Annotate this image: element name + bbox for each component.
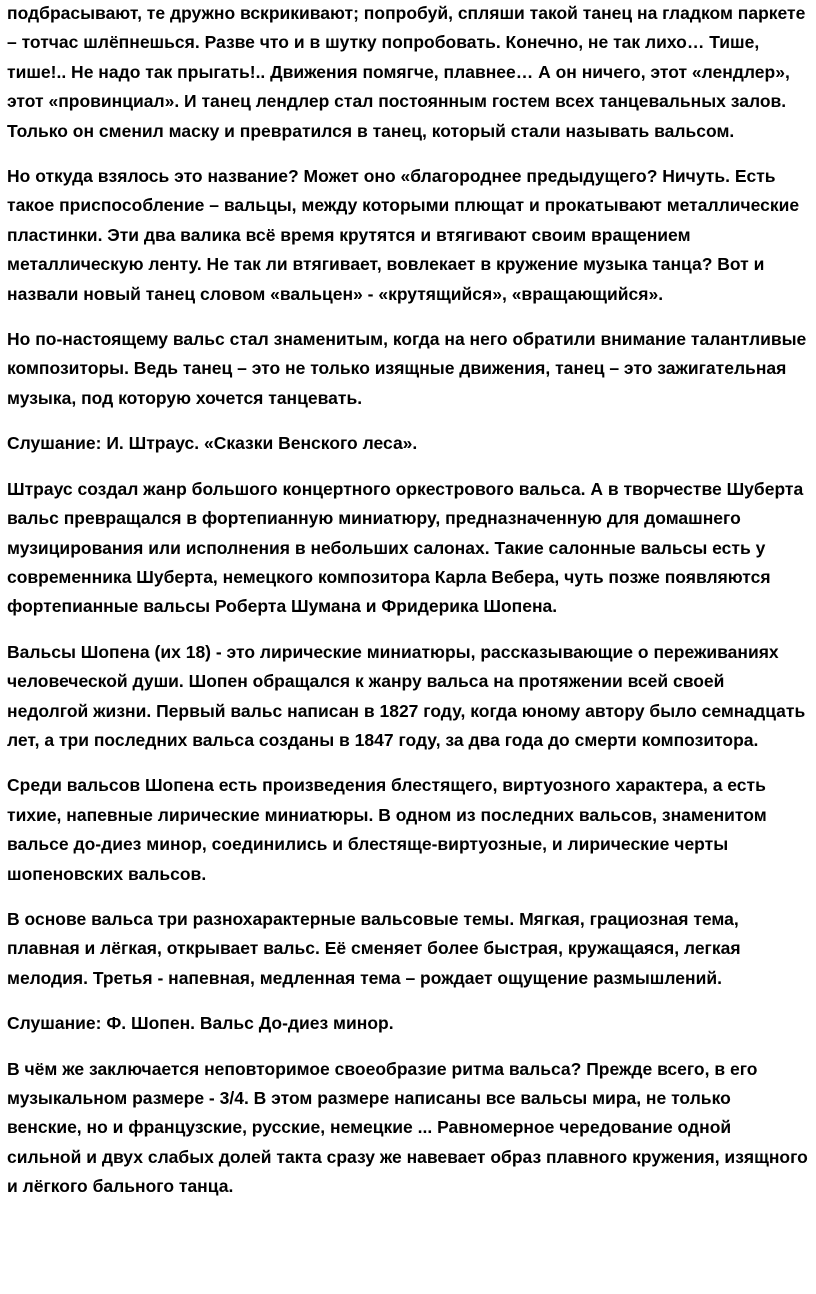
paragraph-landler-intro: подбрасывают, те дружно вскрикивают; попробуй, спляши такой танец на гладком паркете – тотчас шлёпнешься. Разве что и в шутку попробовать. Конечно, не так лихо… Тише, тише!.. Не надо так прыгать!.. Движения помягче, плавнее… А он ничего, этот «лендлер», этот «провинциал». И танец лендлер стал постоянным гостем всех танцевальных залов. Только он сменил маску и превратился в танец, который стали называть вальсом. [7, 3, 806, 141]
paragraph-strauss-genre: Штраус создал жанр большого концертного оркестрового вальса. А в творчестве Шуберта вальс превращался в фортепианную миниатюру, предназначенную для домашнего музицирования или исполнения в небольших салонах. Такие салонные вальсы есть у современника Шуберта, немецкого композитора Карла Вебера, чуть позже появляются фортепианные вальсы Роберта Шумана и Фридерика Шопена. [7, 478, 804, 617]
paragraph-name-origin: Но откуда взялось это название? Может оно «благороднее предыдущего? Ничуть. Есть такое приспособление – вальцы, между которыми плющат и прокатывают металлические пластинки. Эти два валика всё время крутятся и втягивают своим вращением металлическую ленту. Не так ли втягивает, вовлекает в кружение музыка танца? Вот и назвали новый танец словом «вальцен» - «крутящийся», «вращающийся». [7, 166, 800, 304]
paragraph-waltz-rhythm: В чём же заключается неповторимое своеобразие ритма вальса? Прежде всего, в его музыкальном размере - 3/4. В этом размере написаны все вальсы мира, не только венские, но и французские, русские, немецкие ... Равномерное чередование одной сильной и двух слабых долей такта сразу же навевает образ плавного кружения, изящного и лёгкого бального танца. [7, 1058, 808, 1197]
paragraph-composers: Но по-настоящему вальс стал знаменитым, когда на него обратили внимание талантливые композиторы. Ведь танец – это не только изящные движения, танец – это зажигательная музыка, под которую хочется танцевать. [7, 329, 807, 408]
paragraph-listening-strauss: Слушание: И. Штраус. «Сказки Венского леса». [7, 433, 418, 454]
paragraph-three-themes: В основе вальса три разнохарактерные вальсовые темы. Мягкая, грациозная тема, плавная и лёгкая, открывает вальс. Её сменяет более быстрая, кружащаяся, легкая мелодия. Третья - напевная, медленная тема – рождает ощущение размышлений. [7, 908, 741, 988]
paragraph-chopin-waltzes: Вальсы Шопена (их 18) - это лирические миниатюры, рассказывающие о переживаниях человеческой души. Шопен обращался к жанру вальса на протяжении всей своей недолгой жизни. Первый вальс написан в 1827 году, когда юному автору было семнадцать лет, а три последних вальса созданы в 1847 году, за два года до смерти композитора. [7, 641, 806, 750]
paragraph-listening-chopin: Слушание: Ф. Шопен. Вальс До-диез минор. [7, 1013, 394, 1034]
paragraph-chopin-character: Среди вальсов Шопена есть произведения блестящего, виртуозного характера, а есть тихие, напевные лирические миниатюры. В одном из последних вальсов, знаменитом вальсе до-диез минор, соединились и блестяще-виртуозные, и лирические черты шопеновских вальсов. [7, 775, 767, 884]
